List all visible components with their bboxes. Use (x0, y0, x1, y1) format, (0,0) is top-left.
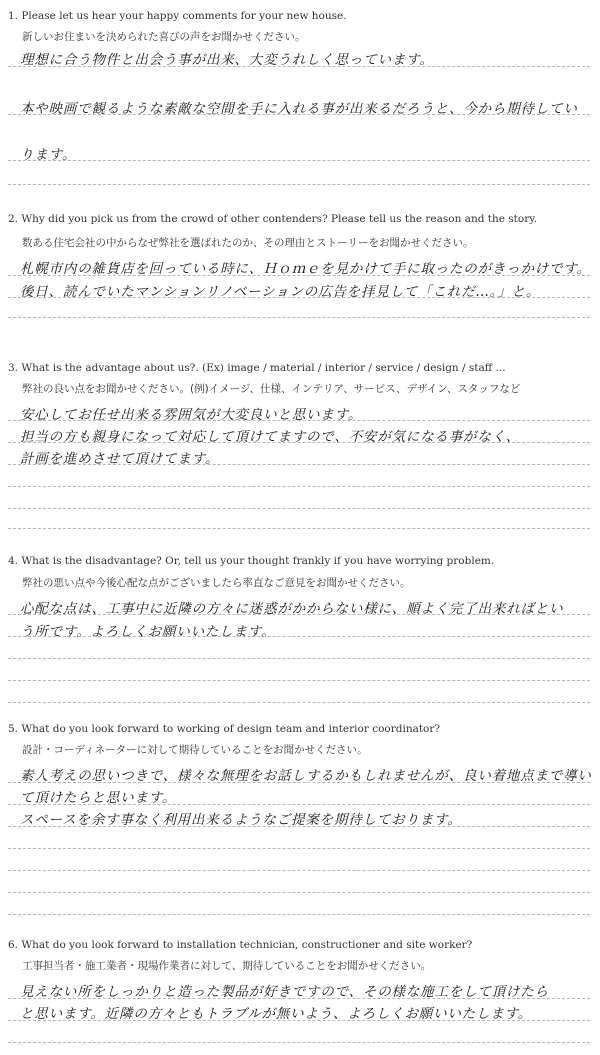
answer-rule (8, 1020, 590, 1021)
question-4-english: 4. What is the disadvantage? Or, tell us your thought frankly if you have worrying problem. (8, 555, 495, 567)
answer-rule (8, 66, 590, 67)
question-6-japanese: 工事担当者・施工業者・現場作業者に対して、期待していることをお聞かせください。 (22, 960, 432, 972)
question-1-english: 1. Please let us hear your happy comments for your new house. (8, 10, 347, 22)
answer-1-line-2: 本や映画で観るような素敵な空間を手に入れる事が出来るだろうと、今から期待してい (20, 101, 578, 117)
answer-rule (8, 464, 590, 465)
answer-rule (8, 998, 590, 999)
answer-rule (8, 658, 590, 659)
answer-rule (8, 848, 590, 849)
answer-rule (8, 870, 590, 871)
answer-rule (8, 297, 590, 298)
question-3-japanese: 弊社の良い点をお聞かせください。(例)イメージ、仕様、インテリア、サービス、デザイン、スタッフなど (22, 383, 521, 395)
answer-rule (8, 420, 590, 421)
answer-3-line-2: 担当の方も親身になって対応して頂けてますので、不安が気になる事がなく、 (20, 429, 520, 445)
question-3-english: 3. What is the advantage about us?. (Ex) image / material / interior / service / design / staff ... (8, 362, 506, 374)
answer-5-line-1: 素人考えの思いつきで、様々な無理をお話しするかもしれませんが、良い着地点まで導い (20, 768, 592, 784)
answer-rule (8, 442, 590, 443)
answer-2-line-2: 後日、読んでいたマンションリノベーションの広告を拝見して「これだ…。」と。 (20, 284, 541, 300)
answer-rule (8, 528, 590, 529)
answer-rule (8, 826, 590, 827)
answer-rule (8, 486, 590, 487)
answer-rule (8, 317, 590, 318)
answer-4-line-1: 心配な点は、工事中に近隣の方々に迷惑がかからない様に、順よく完了出来ればとい (20, 601, 564, 617)
answer-rule (8, 680, 590, 681)
question-1-japanese: 新しいお住まいを決められた喜びの声をお聞かせください。 (22, 31, 306, 43)
answer-rule (8, 782, 590, 783)
question-2-japanese: 数ある住宅会社の中からなぜ弊社を選ばれたのか、その理由とストーリーをお聞かせください。 (22, 237, 474, 249)
answer-3-line-1: 安心してお任せ出来る雰囲気が大変良いと思います。 (20, 407, 363, 423)
answer-rule (8, 114, 590, 115)
answer-rule (8, 184, 590, 185)
question-4-japanese: 弊社の悪い点や今後心配な点がございましたら率直なご意見をお聞かせください。 (22, 577, 411, 589)
answer-6-line-2: と思います。近隣の方々ともトラブルが無いよう、よろしくお願いいたします。 (20, 1006, 533, 1022)
answer-rule (8, 275, 590, 276)
question-6-english: 6. What do you look forward to installation technician, constructioner and site worker? (8, 939, 473, 951)
answer-5-line-2: て頂けたらと思います。 (20, 790, 177, 806)
answer-1-line-3: ります。 (20, 147, 77, 163)
answer-rule (8, 804, 590, 805)
answer-rule (8, 1042, 590, 1043)
answer-1-line-1: 理想に合う物件と出会う事が出来、大変うれしく思っています。 (20, 52, 434, 68)
answer-rule (8, 702, 590, 703)
answer-rule (8, 508, 590, 509)
question-5-japanese: 設計・コーディネーターに対して期待していることをお聞かせください。 (22, 744, 368, 756)
answer-5-line-3: スペースを余す事なく利用出来るようなご提案を期待しております。 (20, 812, 462, 828)
answer-3-line-3: 計画を進めさせて頂けてます。 (20, 451, 220, 467)
question-5-english: 5. What do you look forward to working of design team and interior coordinator? (8, 723, 441, 735)
answer-2-line-1: 札幌市内の雑貨店を回っている時に、Ｈｏｍｅを見かけて手に取ったのがきっかけです。 (20, 261, 591, 277)
answer-4-line-2: う所です。よろしくお願いいたします。 (20, 624, 276, 640)
answer-6-line-1: 見えない所をしっかりと造った製品が好きですので、その様な施工をして頂けたら (20, 984, 549, 1000)
answer-rule (8, 636, 590, 637)
answer-rule (8, 614, 590, 615)
answer-rule (8, 160, 590, 161)
question-2-english: 2. Why did you pick us from the crowd of other contenders? Please tell us the reason and the story. (8, 213, 538, 225)
answer-rule (8, 892, 590, 893)
answer-rule (8, 914, 590, 915)
